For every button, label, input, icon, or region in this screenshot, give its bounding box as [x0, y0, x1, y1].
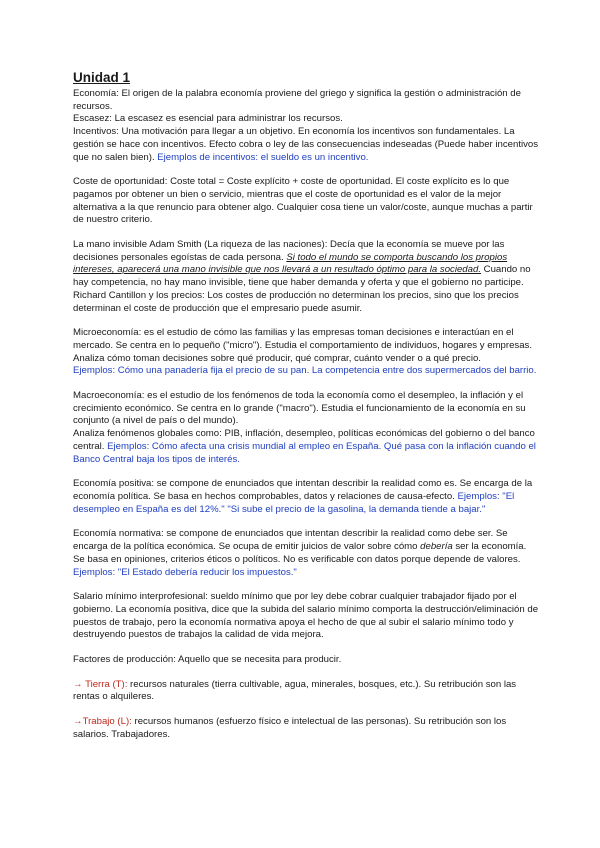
incentivos-definition	[73, 126, 540, 164]
micro-definition: Microeconomía: es el estudio de cómo las familias y las empresas toman decisiones e interactúan en el mercado. Se centra en lo pequeño ("micro"). Estudia el comportamiento de individuos, hogares y empresas. Analiza cómo toman decisiones sobre qué producir, qué comprar, cuánto vender o a qué precio.	[73, 327, 533, 364]
mano-underlined-quote: Si todo el mundo se comporta buscando los propios intereses, aparecerá una mano invisible que nos llevará a un resultado óptimo para la sociedad.	[73, 251, 508, 276]
positiva-example: Ejemplos: "El desempleo en España es del 12%." "Si sube el precio de la gasolina, la demanda tiende a bajar."	[73, 490, 515, 515]
section-trabajo	[73, 716, 540, 741]
positiva-paragraph	[73, 478, 540, 516]
tierra-paragraph	[73, 679, 540, 704]
section-macroeconomia	[73, 390, 540, 466]
normativa-italic: debería	[420, 541, 453, 553]
section-economia-normativa	[73, 528, 540, 579]
mano-invisible-paragraph	[73, 239, 540, 290]
section-economia	[73, 88, 540, 164]
trabajo-text: recursos humanos (esfuerzo físico e intelectual de las personas). Su retribución son los salarios. Trabajadores.	[73, 716, 507, 740]
section-factores	[73, 654, 540, 667]
macro-analysis	[73, 428, 540, 466]
normativa-text-after: ser la economía. Se basa en opiniones, criterios éticos o políticos. No es verificable con datos porque depende de valores.	[73, 541, 527, 565]
trabajo-paragraph	[73, 716, 540, 741]
tierra-label: → Tierra (T):	[73, 678, 128, 690]
section-coste-oportunidad	[73, 176, 540, 227]
mano-text-before: La mano invisible Adam Smith (La riqueza de las naciones): Decía que la economía se mueve por las decisiones personales egoístas de cada persona.	[73, 239, 505, 263]
section-tierra	[73, 679, 540, 704]
normativa-paragraph	[73, 528, 540, 566]
macro-analysis-text: Analiza fenómenos globales como: PIB, inflación, desempleo, políticas económicas del gobierno o del banco central.	[73, 428, 535, 452]
coste-definition: Coste de oportunidad: Coste total = Coste explícito + coste de oportunidad. El coste explícito es lo que pagamos por obtener un bien o servicio, mientras que el coste de oportunidad es el valor de la mejor alternativa a la que renuncio para obtener algo. Cualquier cosa tiene un valor/coste, aunque muchas a partir de nuestro criterio.	[73, 176, 533, 226]
incentivos-example: Ejemplos de incentivos: el sueldo es un incentivo.	[157, 151, 369, 163]
factores-paragraph: Factores de producción: Aquello que se necesita para producir.	[73, 654, 342, 666]
salario-paragraph: Salario mínimo interprofesional: sueldo mínimo que por ley debe cobrar cualquier trabajador fijado por el gobierno. La economía positiva, dice que la subida del salario mínimo comporta la destrucción/eliminación de puestos de trabajo, pero la economía normativa apoya el hecho de que al subir el salario mínimo todo y destruyendo puestos de trabajos la calidad de vida mejora.	[73, 591, 539, 641]
mano-text-after: Cuando no hay competencia, no hay mano invisible, tiene que haber demanda y oferta y que el gobierno no participe.	[73, 264, 531, 289]
normativa-example: Ejemplos: "El Estado debería reducir los impuestos."	[73, 566, 297, 578]
section-economia-positiva	[73, 478, 540, 516]
section-mano-invisible	[73, 239, 540, 315]
macro-definition: Macroeconomía: es el estudio de los fenómenos de toda la economía como el desempleo, la inflación y el crecimiento económico. Se centra en lo grande ("macro"). Estudia el funcionamiento de la economía en su conjunto (a nivel de país o del mundo).	[73, 390, 526, 427]
page-title: Unidad 1	[73, 70, 131, 85]
section-microeconomia	[73, 327, 540, 378]
micro-example: Ejemplos: Cómo una panadería fija el precio de su pan. La competencia entre dos supermercados del barrio.	[73, 365, 537, 377]
trabajo-label: →Trabajo (L):	[73, 716, 132, 728]
incentivos-text: Incentivos: Una motivación para llegar a un objetivo. En economía los incentivos son fundamentales. La gestión se hace con incentivos. Efecto cobra o ley de las consecuencias indeseadas (Puede haber incentivos que no salen bien).	[73, 126, 539, 163]
positiva-text: Economía positiva: se compone de enunciados que intentan describir la realidad como es. Se encarga de la economía política. Se basa en hechos comprobables, datos y relaciones de causa-efecto.	[73, 478, 533, 502]
tierra-text: recursos naturales (tierra cultivable, agua, minerales, bosques, etc.). Su retribución son las rentas o alquileres.	[73, 678, 517, 703]
section-salario-minimo	[73, 591, 540, 642]
normativa-text-before: Economía normativa: se compone de enunciados que intentan describir la realidad como debe ser. Se encarga de la política económica. Se ocupa de emitir juicios de valor sobre cómo	[73, 528, 508, 553]
escasez-definition: Escasez: La escasez es esencial para administrar los recursos.	[73, 113, 343, 125]
macro-example: Ejemplos: Cómo afecta una crisis mundial al empleo en España. Qué pasa con la inflación cuando el Banco Central baja los tipos de interés.	[73, 440, 536, 465]
economia-definition: Economía: El origen de la palabra economía proviene del griego y significa la gestión o administración de recursos.	[73, 88, 521, 112]
cantillon-paragraph: Richard Cantillon y los precios: Los costes de producción no determinan los precios, sino que los precios determinan el coste de producción que el empresario puede asumir.	[73, 289, 519, 314]
